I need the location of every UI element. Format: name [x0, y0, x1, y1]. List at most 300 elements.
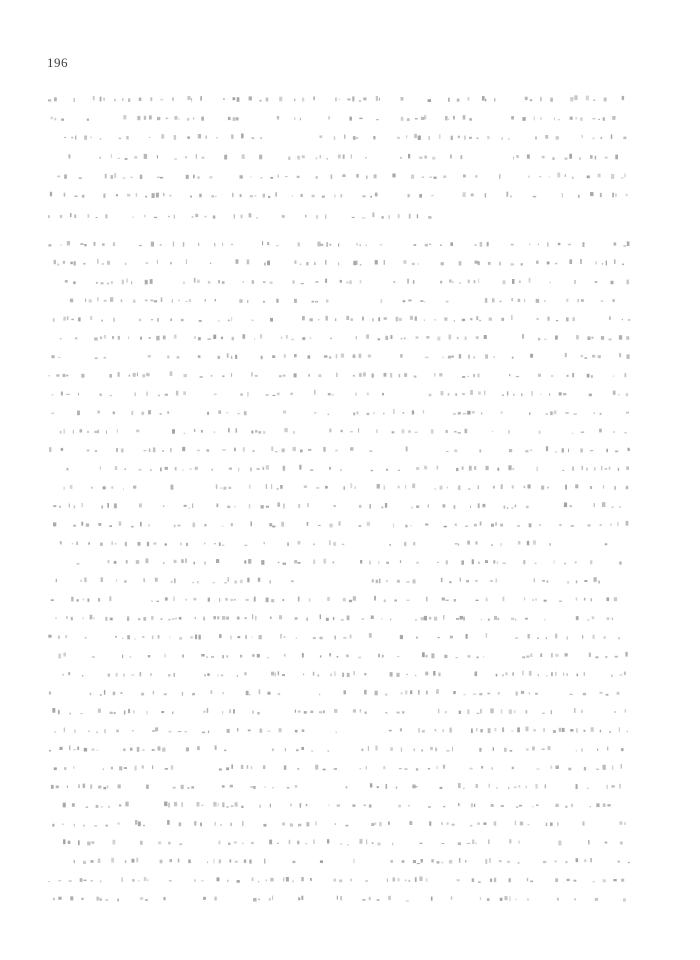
ink-mark — [211, 195, 214, 197]
ink-mark — [207, 673, 209, 676]
ink-mark — [146, 262, 149, 264]
ink-mark — [136, 858, 138, 863]
ink-mark — [455, 393, 457, 396]
ink-mark — [87, 431, 88, 433]
ink-mark — [530, 99, 532, 101]
ink-mark — [619, 335, 622, 340]
ink-mark — [575, 561, 577, 564]
ink-mark — [601, 336, 604, 340]
ink-mark — [371, 470, 373, 471]
ink-mark — [327, 839, 329, 843]
ink-mark — [490, 879, 492, 882]
ink-mark — [401, 97, 404, 101]
ink-mark — [476, 541, 478, 544]
ink-mark — [102, 264, 104, 265]
ink-mark — [200, 96, 202, 101]
ink-mark — [626, 336, 629, 340]
ink-mark — [557, 173, 560, 178]
ink-mark — [558, 119, 560, 120]
ink-mark — [142, 636, 144, 638]
ink-mark — [116, 673, 118, 677]
ink-mark — [419, 877, 422, 882]
ink-mark — [119, 805, 121, 807]
ink-mark — [437, 337, 440, 341]
ink-mark — [599, 429, 602, 433]
ink-mark — [63, 653, 66, 657]
ink-mark — [174, 560, 177, 563]
ink-mark — [494, 878, 496, 882]
ink-mark — [511, 263, 514, 265]
ink-mark — [440, 281, 442, 284]
ink-mark — [302, 316, 305, 320]
ink-mark — [132, 859, 135, 863]
ink-mark — [83, 263, 86, 264]
ink-mark — [98, 786, 101, 789]
ink-mark — [392, 843, 393, 846]
ink-mark — [240, 175, 243, 178]
ink-mark — [418, 690, 420, 695]
ink-mark — [260, 138, 262, 139]
ink-mark — [309, 598, 311, 601]
ink-mark — [528, 176, 529, 178]
ink-mark — [236, 117, 239, 120]
ink-mark — [174, 578, 176, 583]
ink-mark — [450, 636, 453, 639]
ink-mark — [138, 822, 141, 827]
ink-mark — [306, 804, 308, 806]
ink-mark — [627, 241, 630, 246]
ink-mark — [320, 860, 323, 863]
ink-mark — [68, 672, 70, 675]
ink-mark — [115, 543, 117, 545]
ink-mark — [206, 136, 207, 139]
ink-mark — [366, 334, 369, 338]
ink-mark — [90, 693, 92, 696]
ink-mark — [600, 692, 603, 694]
ink-mark — [79, 177, 82, 179]
ink-mark — [240, 655, 242, 658]
ink-mark — [110, 395, 113, 396]
ink-mark — [272, 526, 275, 528]
ink-mark — [338, 262, 339, 265]
ink-mark — [621, 764, 622, 769]
ink-mark — [459, 354, 461, 358]
ink-mark — [122, 98, 123, 101]
ink-mark — [363, 97, 366, 100]
ink-mark — [327, 158, 329, 160]
ink-mark — [186, 747, 189, 751]
ink-mark — [405, 880, 407, 882]
ink-mark — [600, 730, 601, 733]
ink-mark — [170, 195, 172, 197]
ink-mark — [279, 728, 282, 732]
ink-mark — [64, 487, 65, 490]
ink-mark — [77, 747, 79, 751]
ink-mark — [126, 136, 128, 140]
ink-mark — [548, 746, 551, 750]
ink-mark — [387, 878, 388, 882]
ink-mark — [189, 299, 191, 302]
ink-mark — [405, 690, 407, 694]
ink-mark — [90, 615, 93, 620]
ink-mark — [168, 842, 170, 845]
ink-mark — [441, 843, 444, 844]
ink-mark — [60, 338, 61, 339]
ink-mark — [542, 748, 545, 750]
ink-mark — [103, 787, 106, 789]
ink-mark — [339, 521, 341, 525]
ink-mark — [376, 119, 379, 120]
ink-mark — [617, 692, 620, 695]
ink-mark — [237, 97, 240, 102]
ink-mark — [609, 316, 611, 320]
ink-mark — [607, 804, 610, 806]
ink-mark — [338, 243, 339, 246]
ink-mark — [277, 488, 279, 490]
ink-mark — [508, 138, 510, 139]
ink-mark — [628, 862, 630, 863]
ink-mark — [290, 804, 291, 807]
ink-mark — [398, 805, 401, 808]
ink-mark — [330, 244, 332, 246]
ink-mark — [144, 116, 146, 120]
ink-mark — [133, 373, 136, 377]
ink-mark — [470, 768, 473, 770]
ink-mark — [443, 729, 444, 732]
ink-mark — [534, 578, 535, 582]
ink-mark — [373, 136, 375, 139]
ink-mark — [396, 673, 399, 677]
ink-mark — [504, 748, 507, 752]
ink-mark — [134, 639, 135, 640]
ink-mark — [237, 617, 240, 620]
ink-mark — [475, 261, 478, 264]
ink-mark — [231, 134, 234, 139]
ink-mark — [228, 487, 231, 489]
ink-mark — [390, 619, 391, 620]
ink-mark — [459, 282, 460, 283]
ink-mark — [122, 280, 124, 285]
ink-mark — [140, 897, 143, 900]
ink-mark — [222, 692, 224, 694]
ink-mark — [272, 355, 275, 358]
ink-mark — [326, 299, 328, 302]
ink-mark — [237, 728, 238, 732]
ink-mark — [605, 468, 607, 470]
ink-mark — [618, 468, 619, 471]
ink-mark — [584, 730, 586, 732]
ink-mark — [177, 525, 180, 527]
ink-mark — [516, 376, 519, 377]
ink-mark — [96, 805, 99, 808]
ink-mark — [214, 243, 215, 247]
ink-mark — [222, 526, 223, 527]
ink-mark — [542, 580, 545, 582]
ink-mark — [592, 355, 595, 358]
ink-mark — [456, 468, 458, 471]
ink-mark — [215, 196, 216, 197]
ink-mark — [451, 896, 452, 900]
ink-mark — [518, 541, 521, 545]
ink-mark — [74, 261, 76, 265]
ink-mark — [429, 617, 431, 620]
ink-mark — [612, 618, 613, 621]
ink-mark — [451, 356, 453, 358]
ink-mark — [74, 215, 76, 219]
ink-mark — [377, 843, 380, 846]
ink-mark — [69, 745, 70, 750]
ink-mark — [563, 393, 566, 395]
ink-mark — [409, 880, 411, 882]
ink-mark — [379, 98, 380, 101]
ink-mark — [375, 193, 378, 197]
ink-mark — [415, 786, 417, 787]
ink-mark — [311, 750, 313, 751]
ink-mark — [277, 393, 280, 396]
ink-mark — [49, 750, 51, 752]
ink-mark — [194, 278, 196, 283]
ink-mark — [73, 281, 76, 284]
ink-mark — [574, 414, 577, 415]
ink-mark — [127, 616, 129, 621]
ink-mark — [612, 116, 615, 120]
ink-mark — [154, 300, 157, 302]
ink-mark — [101, 282, 104, 284]
ink-mark — [375, 691, 378, 696]
ink-mark — [186, 259, 187, 264]
ink-mark — [433, 671, 435, 676]
ink-mark — [97, 259, 99, 264]
ink-mark — [97, 411, 100, 414]
ink-mark — [398, 878, 400, 881]
ink-mark — [260, 729, 263, 733]
ink-mark — [328, 414, 330, 415]
ink-mark — [316, 176, 318, 179]
ink-mark — [148, 655, 151, 657]
ink-mark — [589, 653, 591, 657]
ink-mark — [514, 786, 517, 788]
ink-mark — [458, 485, 461, 490]
ink-mark — [109, 525, 112, 527]
ink-mark — [355, 486, 357, 489]
ink-mark — [413, 280, 415, 284]
ink-mark — [399, 374, 401, 377]
ink-mark — [496, 578, 498, 582]
ink-mark — [326, 242, 328, 247]
ink-mark — [266, 484, 267, 489]
ink-mark — [457, 337, 459, 339]
ink-mark — [226, 655, 228, 657]
ink-mark — [564, 503, 567, 508]
ink-mark — [119, 766, 122, 770]
ink-mark — [417, 863, 420, 864]
ink-mark — [443, 765, 445, 769]
ink-mark — [360, 264, 362, 265]
ink-mark — [271, 484, 272, 489]
ink-mark — [510, 196, 512, 198]
ink-mark — [581, 432, 584, 433]
ink-mark — [412, 484, 415, 489]
ink-mark — [198, 337, 201, 340]
ink-mark — [83, 599, 85, 601]
ink-mark — [92, 749, 95, 751]
ink-mark — [246, 691, 249, 696]
ink-mark — [421, 617, 424, 620]
ink-mark — [299, 465, 301, 470]
ink-mark — [157, 318, 159, 322]
ink-mark — [594, 577, 597, 582]
ink-mark — [258, 431, 261, 433]
ink-mark — [474, 466, 476, 470]
ink-mark — [426, 655, 428, 658]
ink-mark — [343, 598, 346, 602]
ink-mark — [211, 690, 213, 694]
ink-mark — [584, 672, 585, 676]
ink-mark — [353, 413, 355, 416]
ink-mark — [360, 560, 362, 564]
ink-mark — [475, 580, 477, 581]
ink-mark — [63, 839, 65, 844]
ink-mark — [66, 375, 68, 377]
ink-mark — [567, 879, 570, 881]
ink-mark — [249, 504, 251, 509]
ink-mark — [129, 375, 130, 377]
ink-mark — [314, 262, 315, 265]
ink-mark — [611, 134, 612, 139]
ink-mark — [48, 244, 51, 246]
ink-mark — [601, 466, 602, 471]
ink-mark — [615, 194, 616, 197]
ink-mark — [94, 338, 97, 341]
ink-mark — [376, 96, 378, 101]
ink-mark — [161, 134, 164, 139]
ink-mark — [194, 336, 196, 339]
ink-mark — [136, 560, 139, 564]
ink-mark — [146, 558, 149, 563]
ink-mark — [437, 466, 439, 470]
ink-mark — [167, 356, 169, 359]
ink-mark — [467, 709, 469, 714]
ink-mark — [178, 859, 180, 863]
ink-mark — [306, 618, 308, 621]
ink-mark — [412, 410, 414, 414]
ink-mark — [614, 486, 616, 490]
ink-mark — [532, 599, 533, 601]
ink-mark — [111, 281, 113, 284]
ink-mark — [256, 217, 258, 218]
ink-mark — [51, 117, 53, 120]
ink-mark — [510, 750, 513, 752]
ink-mark — [174, 525, 176, 528]
ink-mark — [267, 731, 270, 732]
ink-mark — [315, 301, 318, 302]
ink-mark — [565, 861, 567, 863]
ink-mark — [172, 299, 173, 303]
ink-mark — [58, 654, 61, 659]
ink-mark — [300, 803, 302, 808]
ink-mark — [243, 334, 246, 339]
ink-mark — [446, 600, 449, 601]
ink-mark — [168, 674, 170, 676]
ink-mark — [117, 822, 119, 824]
ink-mark — [195, 635, 197, 640]
ink-mark — [56, 786, 59, 789]
ink-mark — [329, 540, 330, 545]
ink-mark — [71, 137, 73, 139]
ink-mark — [290, 823, 293, 826]
ink-mark — [484, 390, 485, 395]
ink-mark — [576, 616, 579, 620]
ink-mark — [87, 119, 89, 121]
ink-mark — [516, 155, 518, 158]
ink-mark — [184, 374, 187, 377]
ink-mark — [353, 136, 356, 140]
ink-mark — [472, 878, 474, 882]
ink-mark — [278, 562, 280, 563]
ink-mark — [346, 316, 349, 320]
ink-mark — [536, 299, 539, 303]
ink-mark — [356, 138, 358, 139]
ink-mark — [98, 430, 99, 434]
ink-mark — [500, 301, 502, 303]
ink-mark — [474, 280, 476, 283]
ink-mark — [182, 447, 185, 451]
ink-mark — [480, 729, 483, 732]
ink-mark — [625, 432, 627, 433]
ink-mark — [121, 877, 123, 882]
ink-mark — [604, 636, 606, 639]
ink-mark — [111, 858, 114, 863]
ink-mark — [263, 765, 265, 769]
ink-mark — [253, 898, 256, 902]
ink-mark — [315, 281, 318, 282]
ink-mark — [211, 656, 214, 658]
ink-mark — [231, 523, 233, 526]
ink-mark — [623, 898, 626, 901]
ink-mark — [55, 731, 57, 733]
ink-mark — [215, 299, 216, 301]
ink-mark — [582, 635, 583, 639]
ink-mark — [476, 784, 479, 788]
ink-mark — [326, 316, 328, 321]
ink-mark — [565, 158, 568, 160]
ink-mark — [144, 154, 147, 159]
ink-mark — [302, 337, 305, 340]
ink-mark — [254, 597, 256, 602]
ink-mark — [563, 673, 564, 676]
ink-mark — [70, 213, 72, 217]
ink-mark — [197, 802, 200, 807]
ink-mark — [540, 97, 542, 102]
ink-mark — [364, 805, 366, 807]
ink-mark — [526, 727, 529, 732]
ink-mark — [170, 319, 172, 322]
ink-mark — [530, 354, 533, 358]
ink-mark — [338, 155, 341, 159]
ink-mark — [396, 317, 399, 322]
ink-mark — [512, 767, 514, 770]
ink-mark — [115, 636, 116, 638]
ink-mark — [312, 195, 315, 198]
ink-mark — [577, 674, 579, 677]
ink-mark — [116, 579, 117, 581]
ink-mark — [187, 787, 189, 789]
ink-mark — [185, 156, 186, 158]
ink-mark — [398, 470, 400, 471]
ink-mark — [339, 880, 342, 883]
ink-mark — [602, 263, 603, 264]
ink-mark — [576, 335, 579, 339]
